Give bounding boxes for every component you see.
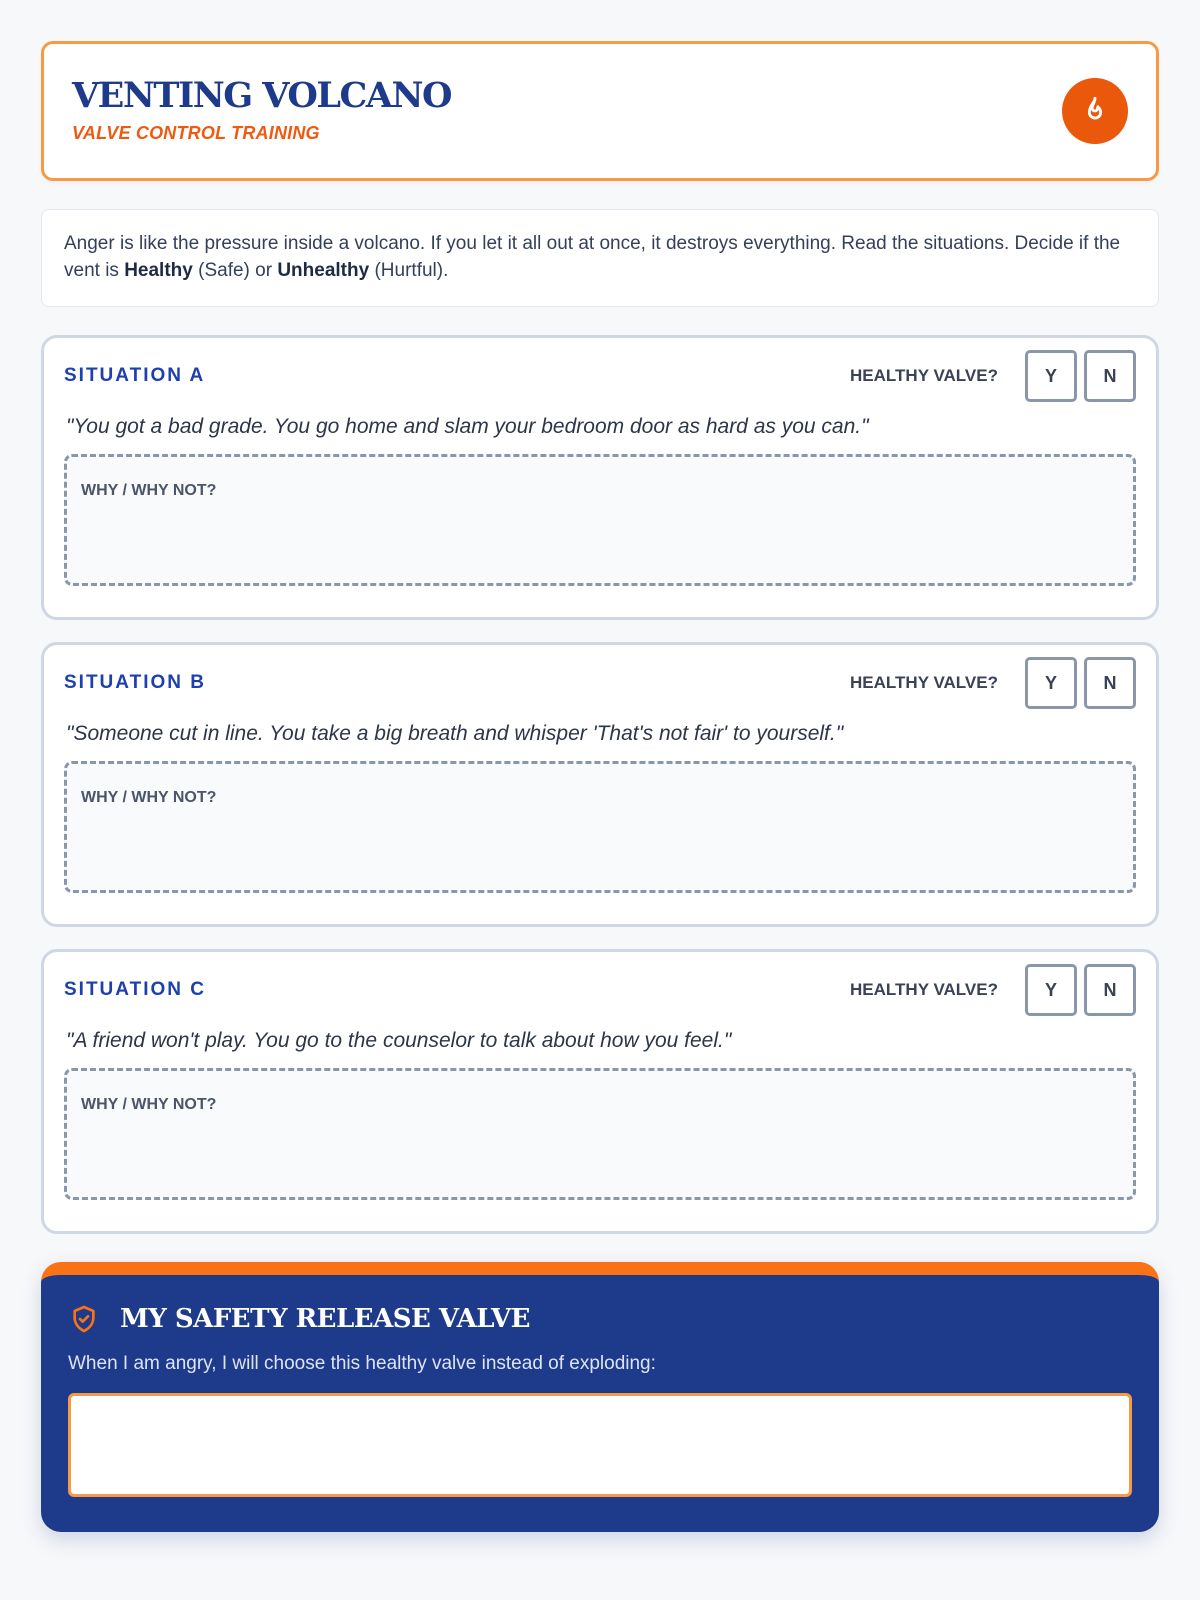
healthy-valve-choice: [850, 350, 1136, 402]
instructions-card: [41, 209, 1159, 307]
healthy-valve-label: HEALTHY VALVE?: [850, 980, 998, 999]
why-answer-field[interactable]: [64, 454, 1136, 586]
instructions-text-3: (Hurtful).: [369, 260, 449, 281]
situation-card-c: [41, 949, 1159, 1234]
instructions-text: Anger is like the pressure inside a volcano. If you let it all out at once, it destroys everything. Read the situations. Decide if the vent is: [64, 233, 1121, 281]
safety-valve-input[interactable]: [68, 1393, 1132, 1497]
situation-label: SITUATION B: [64, 672, 206, 693]
yes-checkbox[interactable]: Y: [1025, 657, 1077, 709]
situation-header: [64, 645, 1136, 721]
situation-header: [64, 338, 1136, 414]
flame-icon: [1078, 94, 1112, 128]
why-answer-field[interactable]: [64, 761, 1136, 893]
safety-valve-panel: [41, 1262, 1159, 1532]
situation-label: SITUATION C: [64, 979, 206, 1000]
situation-label: SITUATION A: [64, 365, 206, 386]
no-checkbox[interactable]: N: [1084, 657, 1136, 709]
situation-card-a: [41, 335, 1159, 620]
page-subtitle: VALVE CONTROL TRAINING: [72, 122, 320, 143]
safety-title: MY SAFETY RELEASE VALVE: [120, 1304, 530, 1334]
healthy-valve-choice: [850, 964, 1136, 1016]
healthy-valve-label: HEALTHY VALVE?: [850, 366, 998, 385]
no-checkbox[interactable]: N: [1084, 350, 1136, 402]
situation-quote: "Someone cut in line. You take a big breath and whisper 'That's not fair' to yourself.": [66, 722, 844, 745]
safety-prompt: When I am angry, I will choose this healthy valve instead of exploding:: [68, 1353, 656, 1374]
header-card: [41, 41, 1159, 181]
yes-checkbox[interactable]: Y: [1025, 350, 1077, 402]
healthy-term: Healthy: [124, 260, 193, 281]
healthy-valve-label: HEALTHY VALVE?: [850, 673, 998, 692]
situation-card-b: [41, 642, 1159, 927]
safety-header: [68, 1303, 1132, 1335]
healthy-valve-choice: [850, 657, 1136, 709]
yes-checkbox[interactable]: Y: [1025, 964, 1077, 1016]
page-title: VENTING VOLCANO: [72, 75, 451, 117]
why-label: WHY / WHY NOT?: [81, 482, 217, 499]
unhealthy-term: Unhealthy: [277, 260, 370, 281]
situation-quote: "You got a bad grade. You go home and slam your bedroom door as hard as you can.": [66, 415, 869, 438]
situation-header: [64, 952, 1136, 1028]
shield-check-icon: [68, 1303, 100, 1335]
why-answer-field[interactable]: [64, 1068, 1136, 1200]
flame-badge: [1062, 78, 1128, 144]
instructions-text-2: (Safe) or: [192, 260, 278, 281]
no-checkbox[interactable]: N: [1084, 964, 1136, 1016]
situation-quote: "A friend won't play. You go to the counselor to talk about how you feel.": [66, 1029, 732, 1052]
why-label: WHY / WHY NOT?: [81, 1096, 217, 1113]
header-text: [72, 75, 451, 144]
why-label: WHY / WHY NOT?: [81, 789, 217, 806]
